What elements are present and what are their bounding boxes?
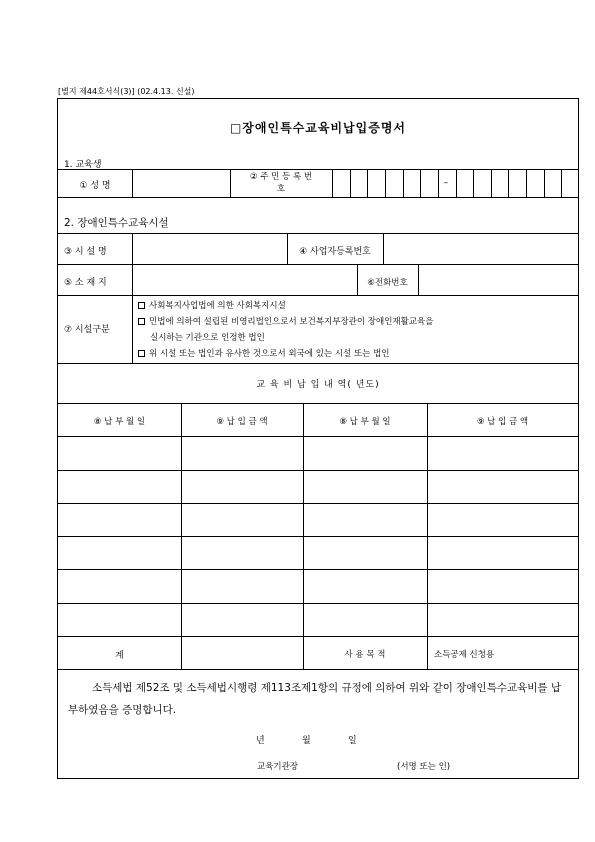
rrn-cell-divider — [403, 169, 404, 197]
business-number-label: ④ 사업자등록번호 — [299, 247, 371, 257]
facility-type-option-nonprofit-cont: 실시하는 기관으로 인정한 법인 — [150, 333, 265, 343]
total-label: 계 — [115, 651, 124, 661]
purpose-label: 사 용 목 적 — [344, 650, 386, 660]
total-amount-field[interactable] — [182, 637, 303, 668]
rrn-cell-divider — [385, 169, 386, 197]
column-header-payment-amount: ⑨ 납 입 금 액 — [216, 417, 268, 427]
facility-name-field[interactable] — [133, 234, 287, 264]
date-year-label: 년 — [256, 736, 265, 746]
facility-type-label: ⑦ 시설구분 — [64, 325, 110, 335]
rrn-label: ② 주 민 등 록 번 호 — [249, 172, 313, 194]
rrn-cell-divider — [350, 169, 351, 197]
section-student-heading: 1. 교육생 — [64, 160, 102, 170]
form-number-note: [별지 제44호서식(3)] (02.4.13. 신설) — [58, 87, 195, 96]
phone-field[interactable] — [419, 265, 578, 295]
certification-statement: 소득세법 제52조 및 소득세법시행령 제113조제1항의 규정에 의하여 위와 같이 장애인특수교육비를 납부하였음을 증명합니다. — [68, 682, 562, 716]
date-day-label: 일 — [348, 736, 357, 746]
facility-type-option-foreign[interactable]: 위 시설 또는 법인과 유사한 것으로서 외국에 있는 시설 또는 법인 — [138, 347, 390, 359]
name-label: ① 성 명 — [79, 181, 111, 191]
column-header-payment-amount: ⑨ 납 입 금 액 — [476, 417, 529, 427]
address-label: ⑤ 소 재 지 — [64, 278, 107, 288]
address-field[interactable] — [133, 265, 357, 295]
section-facility-heading: 2. 장애인특수교육시설 — [64, 217, 169, 229]
date-month-label: 월 — [302, 736, 311, 746]
checkbox-icon[interactable] — [138, 302, 145, 309]
column-header-payment-date: ⑧ 납 부 월 일 — [93, 417, 146, 427]
name-field[interactable] — [133, 170, 230, 196]
rrn-cell-divider — [367, 169, 368, 197]
facility-type-option-nonprofit[interactable]: 민법에 의하여 설립된 비영리법인으로서 보건복지부장관이 장애인재활교육을 — [138, 315, 433, 327]
signature-note: (서명 또는 인) — [397, 762, 451, 772]
business-number-field[interactable] — [384, 234, 578, 264]
facility-name-label: ③ 시 설 명 — [64, 247, 107, 257]
rrn-cell-divider — [456, 169, 457, 197]
rrn-cell-divider — [526, 169, 527, 197]
signer-label: 교육기관장 — [257, 762, 299, 772]
facility-type-option-welfare[interactable]: 사회복지사업법에 의한 사회복지시설 — [138, 299, 286, 311]
checkbox-icon[interactable] — [138, 318, 145, 325]
rrn-cell-divider — [420, 169, 421, 197]
rrn-cell-divider — [508, 169, 509, 197]
rrn-dash: – — [443, 178, 449, 188]
rrn-cell-divider — [544, 169, 545, 197]
rrn-cell-divider — [491, 169, 492, 197]
purpose-value: 소득공제 신청용 — [434, 650, 495, 660]
rrn-cell-divider — [561, 169, 562, 197]
rrn-cell-divider — [438, 169, 439, 197]
certificate-form — [57, 98, 579, 779]
checkbox-icon[interactable] — [138, 350, 145, 357]
column-header-payment-date: ⑧ 납 부 월 일 — [339, 417, 391, 427]
phone-label: ⑥전화번호 — [367, 278, 408, 288]
page-title: □장애인특수교육비납입증명서 — [229, 121, 407, 135]
payment-history-heading: 교 육 비 납 입 내 역( 년도) — [256, 380, 380, 390]
rrn-cell-divider — [473, 169, 474, 197]
